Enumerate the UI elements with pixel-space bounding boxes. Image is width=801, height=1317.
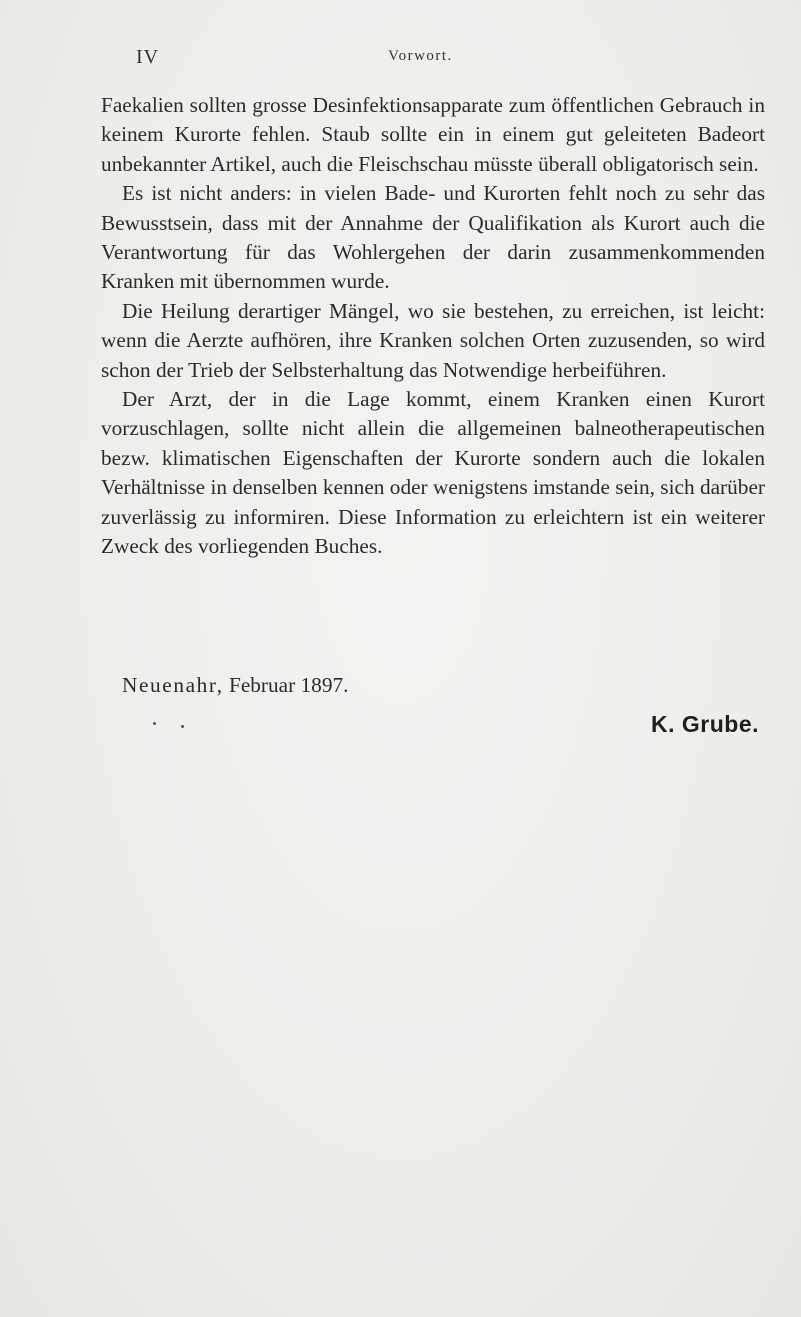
- paragraph-3: Die Heilung derartiger Mängel, wo sie bestehen, zu erreichen, ist leicht: wenn die Aerzte aufhören, ihre Kranken solchen Orten zuzusenden, so wird schon der Trieb der Selbsterhaltung das Notwendige herbeiführen.: [101, 298, 765, 382]
- running-head: Vorwort.: [388, 48, 453, 64]
- page-number: IV: [136, 46, 160, 68]
- preface-text: [101, 91, 765, 562]
- author-signature: K. Grube.: [650, 711, 759, 737]
- paragraph-4: Der Arzt, der in die Lage kommt, einem Kranken einen Kurort vorzuschlagen, sollte nicht allein die allgemeinen balneotherapeutischen bezw. klimatischen Eigenschaften der Kurorte sondern auch die lokalen Verhältnisse in denselben kennen oder wenigstens imstande sein, sich darüber zuverlässig zu informiren. Diese Information zu erleichtern ist ein weiterer Zweck des vorliegenden Buches.: [101, 387, 765, 559]
- dateline-date: Februar 1897.: [228, 673, 349, 697]
- ink-speck: [153, 722, 156, 725]
- dateline-place: Neuenahr,: [122, 673, 224, 697]
- paragraph-2: Es ist nicht anders: in vielen Bade- und Kurorten fehlt noch zu sehr das Bewusstsein, dass mit der Annahme der Qualifikation als Kurort auch die Verantwortung für das Wohlergehen der darin zusammenkommenden Kranken mit übernommen wurde.: [101, 181, 765, 294]
- paragraph-1: Faekalien sollten grosse Desinfektionsapparate zum öffentlichen Gebrauch in keinem Kurorte fehlen. Staub sollte ein in einem gut geleiteten Badeort unbekannter Artikel, auch die Fleischschau müsste überall obligatorisch sein.: [101, 93, 765, 176]
- dateline: [122, 673, 348, 698]
- ink-speck: [181, 725, 184, 728]
